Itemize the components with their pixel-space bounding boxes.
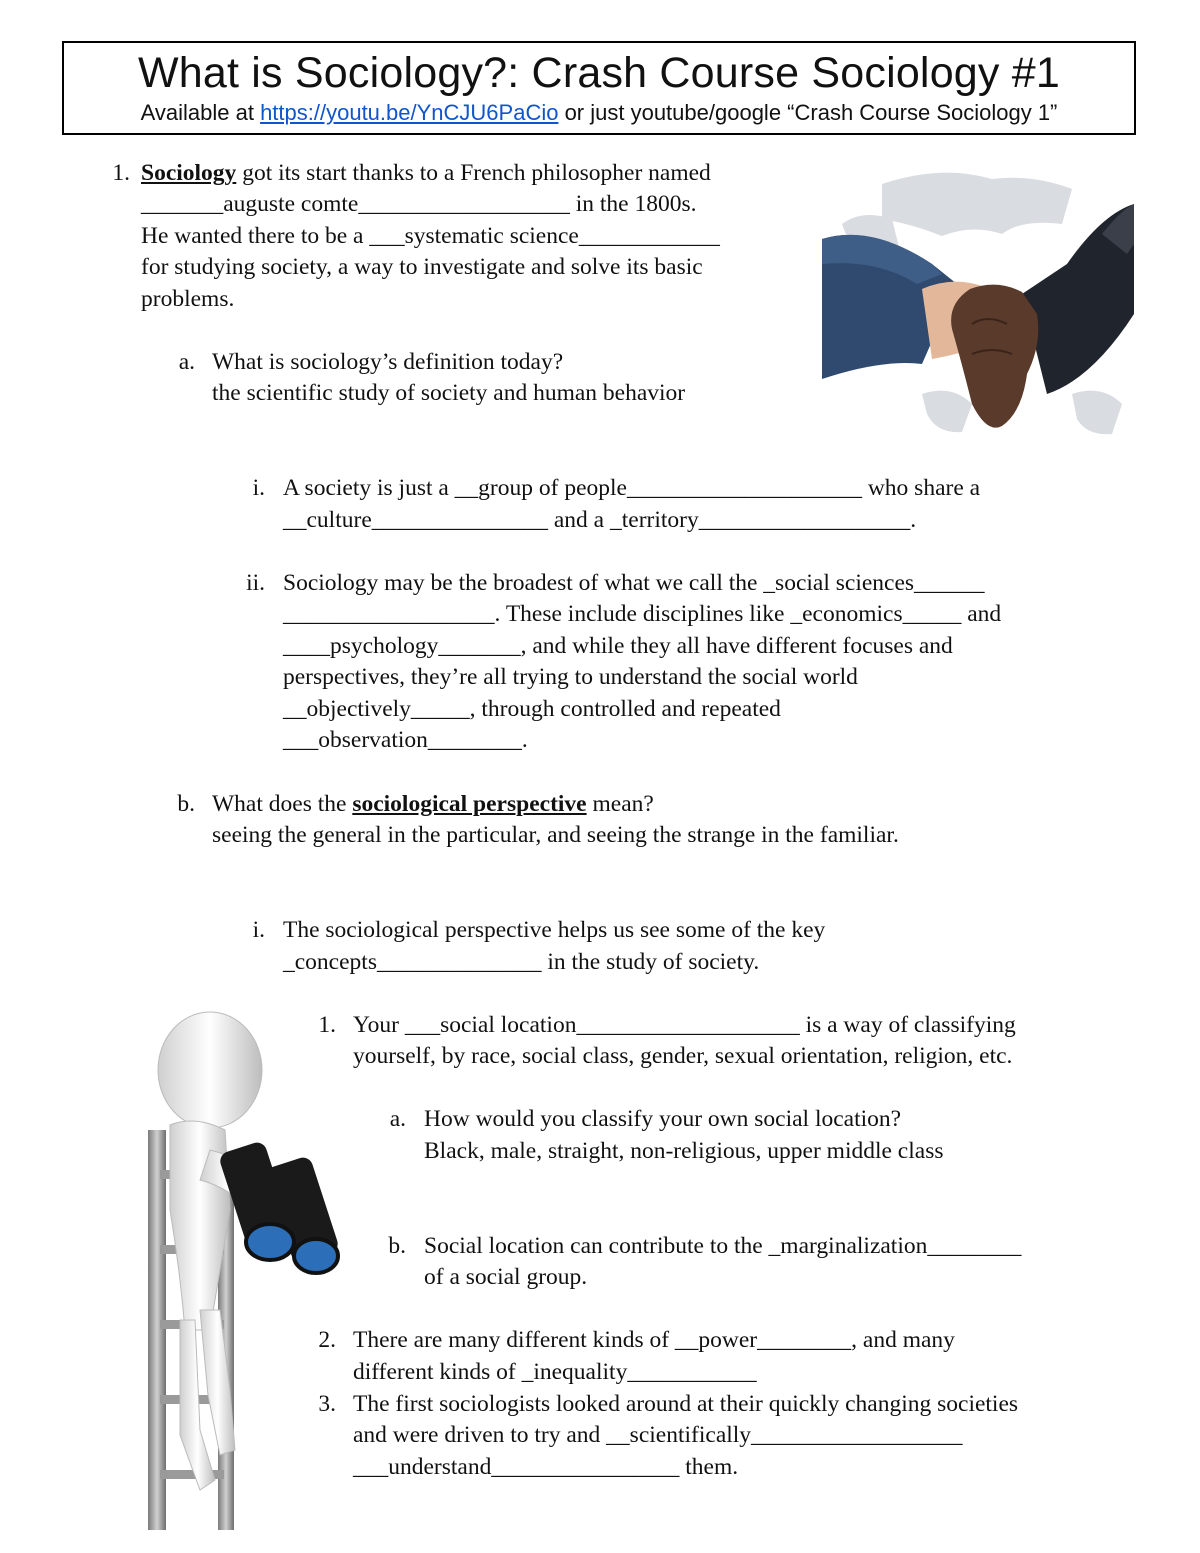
qaii-line2: __________________. These include disciplines like _economics_____ and — [283, 601, 1002, 627]
n3-line2: and were driven to try and __scientifically__________________ — [353, 1422, 963, 1448]
qaii-line5: __objectively_____, through controlled and repeated — [283, 696, 781, 722]
available-prefix: Available at — [140, 100, 261, 125]
n1a-question: How would you classify your own social location? — [424, 1106, 902, 1132]
n3-line1: The first sociologists looked around at their quickly changing societies — [353, 1391, 1019, 1417]
qa-marker: a. — [178, 349, 195, 375]
available-suffix: or just youtube/google “Crash Course Sociology 1” — [558, 100, 1058, 125]
binoculars-icon — [218, 1140, 340, 1273]
qaii-line1: Sociology may be the broadest of what we call the _social sciences______ — [283, 570, 985, 596]
source-line — [64, 99, 1134, 127]
qb-marker: b. — [177, 791, 195, 817]
q1-marker: 1. — [112, 160, 130, 186]
qai-line1: A society is just a __group of people____________________ who share a — [283, 475, 981, 501]
q1-line5: problems. — [141, 286, 235, 312]
title-box — [62, 41, 1136, 135]
n1b-line2: of a social group. — [424, 1264, 588, 1290]
video-link[interactable]: https://youtu.be/YnCJU6PaCio — [260, 100, 559, 125]
n1-line2: yourself, by race, social class, gender, sexual orientation, religion, etc. — [353, 1043, 1013, 1069]
page-title: What is Sociology?: Crash Course Sociology #1 — [138, 49, 1060, 97]
q1-line2: _______auguste comte__________________ in the 1800s. — [141, 191, 697, 217]
qbi-line2: _concepts______________ in the study of society. — [283, 949, 760, 975]
handshake-image — [822, 164, 1134, 442]
n2-line1: There are many different kinds of __power________, and many — [353, 1327, 955, 1353]
q1-line4: for studying society, a way to investigate and solve its basic — [141, 254, 703, 280]
q1-line3: He wanted there to be a ___systematic science____________ — [141, 223, 720, 249]
n1b-line1: Social location can contribute to the _marginalization________ — [424, 1233, 1022, 1259]
qbi-line1: The sociological perspective helps us see some of the key — [283, 917, 826, 943]
qaii-line6: ___observation________. — [283, 727, 528, 753]
q1-line1: Sociology got its start thanks to a French philosopher named — [141, 160, 711, 186]
n2-marker: 2. — [318, 1327, 336, 1353]
sociology-term: Sociology — [141, 160, 237, 186]
n3-line3: ___understand________________ them. — [353, 1454, 739, 1480]
qa-answer: the scientific study of society and human behavior — [212, 380, 686, 406]
n1b-marker: b. — [388, 1233, 406, 1259]
qaii-marker: ii. — [246, 570, 265, 596]
qa-question: What is sociology’s definition today? — [212, 349, 564, 375]
n1-line1: Your ___social location___________________ is a way of classifying — [353, 1012, 1016, 1038]
figure-ladder-binoculars-image — [140, 1010, 340, 1530]
n3-marker: 3. — [318, 1391, 336, 1417]
n2-line2: different kinds of _inequality___________ — [353, 1359, 757, 1385]
qb-answer: seeing the general in the particular, and seeing the strange in the familiar. — [212, 822, 899, 848]
n1-marker: 1. — [318, 1012, 336, 1038]
qaii-line3: ____psychology_______, and while they all have different focuses and — [283, 633, 953, 659]
qai-marker: i. — [252, 475, 265, 501]
qbi-marker: i. — [252, 917, 265, 943]
qaii-line4: perspectives, they’re all trying to understand the social world — [283, 664, 858, 690]
n1a-marker: a. — [389, 1106, 406, 1132]
qb-question: What does the sociological perspective mean? — [212, 791, 654, 817]
qai-line2: __culture_______________ and a _territory__________________. — [283, 507, 917, 533]
n1a-answer: Black, male, straight, non-religious, upper middle class — [424, 1138, 944, 1164]
sociological-perspective-term: sociological perspective — [352, 791, 587, 817]
